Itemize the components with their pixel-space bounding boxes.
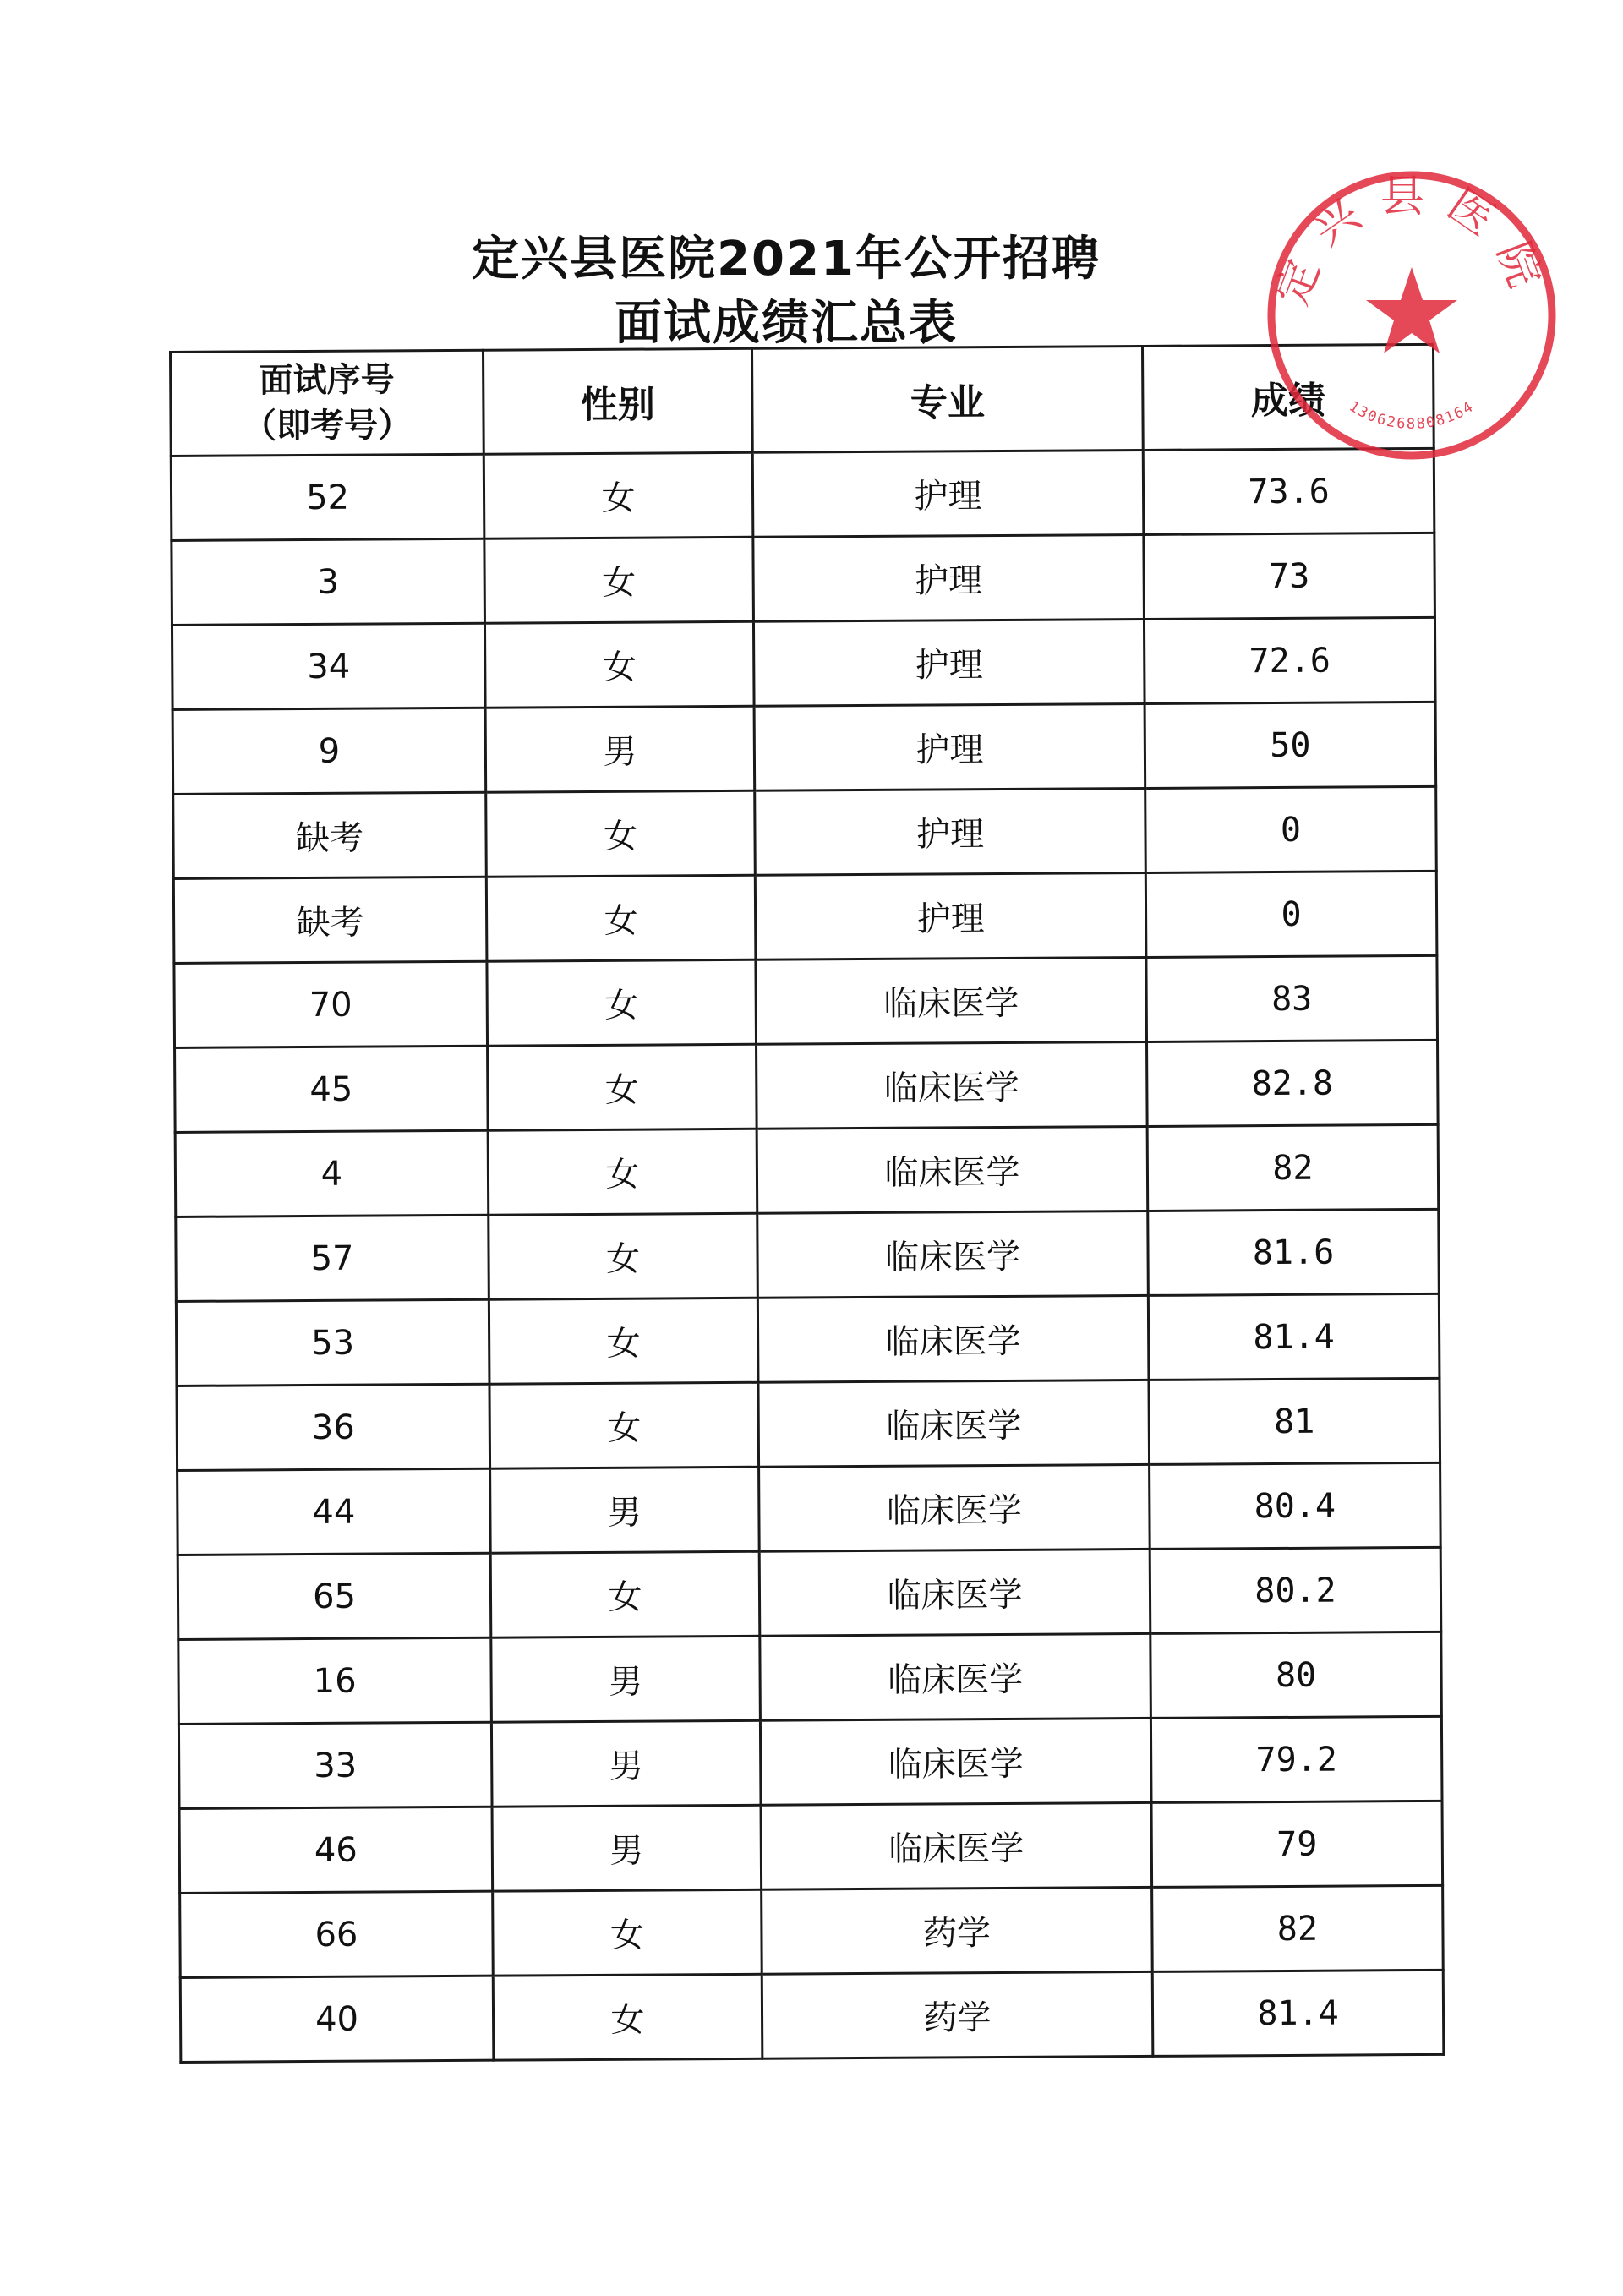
score-table: [169, 343, 1445, 2064]
cell-exam-number: 40: [180, 1976, 494, 2062]
header-major: 专业: [751, 346, 1143, 452]
cell-gender: 男: [491, 1636, 761, 1722]
cell-major: 临床医学: [756, 957, 1147, 1044]
cell-major: 护理: [755, 872, 1146, 959]
table-row: [172, 533, 1435, 625]
cell-major: 临床医学: [757, 1041, 1148, 1129]
cell-exam-number: 53: [176, 1299, 489, 1386]
cell-exam-number: 36: [177, 1384, 490, 1470]
cell-score: 81.6: [1148, 1209, 1440, 1295]
cell-gender: 女: [486, 790, 756, 877]
cell-score: 81: [1149, 1378, 1440, 1464]
table-row: [171, 448, 1434, 540]
table-row: [172, 617, 1435, 709]
cell-gender: 女: [489, 1382, 759, 1468]
table-row: [180, 1970, 1444, 2062]
cell-score: 0: [1145, 786, 1437, 872]
cell-score: 80: [1150, 1632, 1442, 1718]
cell-exam-number: 缺考: [173, 792, 487, 878]
cell-score: 82: [1152, 1885, 1444, 1971]
cell-major: 临床医学: [757, 1126, 1148, 1213]
cell-gender: 女: [493, 1974, 762, 2060]
cell-gender: 女: [493, 1889, 762, 1976]
cell-score: 81.4: [1148, 1293, 1440, 1380]
cell-major: 临床医学: [760, 1718, 1151, 1805]
cell-major: 临床医学: [759, 1464, 1150, 1551]
cell-gender: 男: [491, 1720, 761, 1807]
cell-major: 药学: [762, 1887, 1153, 1974]
cell-score: 82: [1147, 1124, 1439, 1211]
header-exam-number-line2: （即考号）: [242, 406, 413, 446]
cell-exam-number: 44: [178, 1468, 491, 1555]
cell-exam-number: 45: [175, 1046, 489, 1132]
table-row: [178, 1632, 1442, 1724]
table-row: [178, 1462, 1441, 1555]
cell-gender: 女: [489, 1298, 758, 1384]
cell-exam-number: 3: [172, 538, 485, 625]
header-exam-number: [171, 350, 484, 456]
table-row: [178, 1716, 1442, 1808]
cell-major: 护理: [752, 450, 1144, 537]
cell-score: 72.6: [1144, 617, 1435, 703]
cell-exam-number: 9: [172, 708, 486, 794]
table-row: [179, 1801, 1443, 1893]
cell-gender: 女: [488, 1044, 757, 1130]
cell-gender: 男: [492, 1805, 762, 1891]
table-row: [173, 786, 1437, 878]
cell-score: 73: [1144, 533, 1435, 619]
cell-gender: 女: [484, 452, 753, 538]
cell-gender: 男: [490, 1467, 760, 1553]
table-row: [180, 1885, 1444, 1977]
cell-exam-number: 52: [171, 454, 484, 540]
cell-gender: 女: [490, 1551, 760, 1637]
table-row: [176, 1209, 1440, 1301]
cell-gender: 女: [488, 1129, 757, 1215]
cell-major: 药学: [762, 1971, 1153, 2058]
cell-exam-number: 34: [172, 623, 485, 709]
cell-major: 护理: [754, 703, 1145, 790]
cell-major: 护理: [753, 534, 1145, 621]
table-header-row: [171, 344, 1434, 456]
cell-major: 临床医学: [761, 1802, 1152, 1889]
cell-major: 临床医学: [757, 1295, 1149, 1382]
cell-exam-number: 缺考: [173, 877, 487, 963]
seal-name-text: 定兴县医院: [1266, 172, 1557, 312]
cell-gender: 女: [489, 1213, 758, 1299]
cell-major: 护理: [755, 788, 1146, 875]
cell-gender: 女: [484, 537, 754, 623]
table-row: [174, 955, 1438, 1047]
cell-score: 50: [1145, 702, 1436, 788]
cell-major: 护理: [753, 619, 1145, 706]
cell-major: 临床医学: [757, 1211, 1149, 1298]
table-row: [177, 1378, 1440, 1470]
cell-score: 81.4: [1152, 1970, 1444, 2056]
table-row: [175, 1040, 1439, 1132]
table-row: [175, 1124, 1439, 1216]
document-subtitle: 面试成绩汇总表: [615, 296, 958, 351]
cell-exam-number: 16: [178, 1637, 492, 1724]
table-row: [173, 871, 1437, 963]
cell-exam-number: 66: [180, 1891, 494, 1977]
cell-gender: 女: [487, 959, 757, 1046]
document-title: 定兴县医院2021年公开招聘: [472, 232, 1101, 287]
cell-exam-number: 65: [178, 1553, 491, 1639]
seal-serial-text: 1306268808164: [1346, 397, 1478, 433]
cell-exam-number: 4: [175, 1130, 489, 1216]
cell-score: 80.2: [1150, 1547, 1441, 1633]
cell-exam-number: 57: [176, 1215, 489, 1301]
cell-score: 79: [1151, 1801, 1443, 1887]
cell-score: 73.6: [1143, 448, 1434, 534]
header-exam-number-line1: 面试序号: [259, 360, 395, 401]
cell-gender: 女: [486, 875, 756, 961]
cell-score: 0: [1145, 871, 1437, 957]
table-row: [176, 1293, 1440, 1386]
cell-major: 临床医学: [760, 1633, 1151, 1720]
cell-score: 83: [1146, 955, 1438, 1041]
cell-gender: 男: [485, 706, 755, 792]
cell-exam-number: 46: [179, 1807, 493, 1893]
table-row: [178, 1547, 1441, 1639]
cell-score: 79.2: [1150, 1716, 1442, 1802]
table-row: [172, 702, 1436, 794]
header-gender: 性别: [484, 348, 753, 454]
header-score: 成绩: [1142, 344, 1434, 450]
cell-exam-number: 33: [178, 1722, 492, 1808]
cell-gender: 女: [484, 621, 754, 708]
cell-major: 临床医学: [759, 1549, 1150, 1636]
cell-score: 80.4: [1150, 1462, 1441, 1549]
cell-exam-number: 70: [174, 961, 488, 1047]
cell-major: 临床医学: [758, 1380, 1150, 1467]
cell-score: 82.8: [1147, 1040, 1439, 1126]
